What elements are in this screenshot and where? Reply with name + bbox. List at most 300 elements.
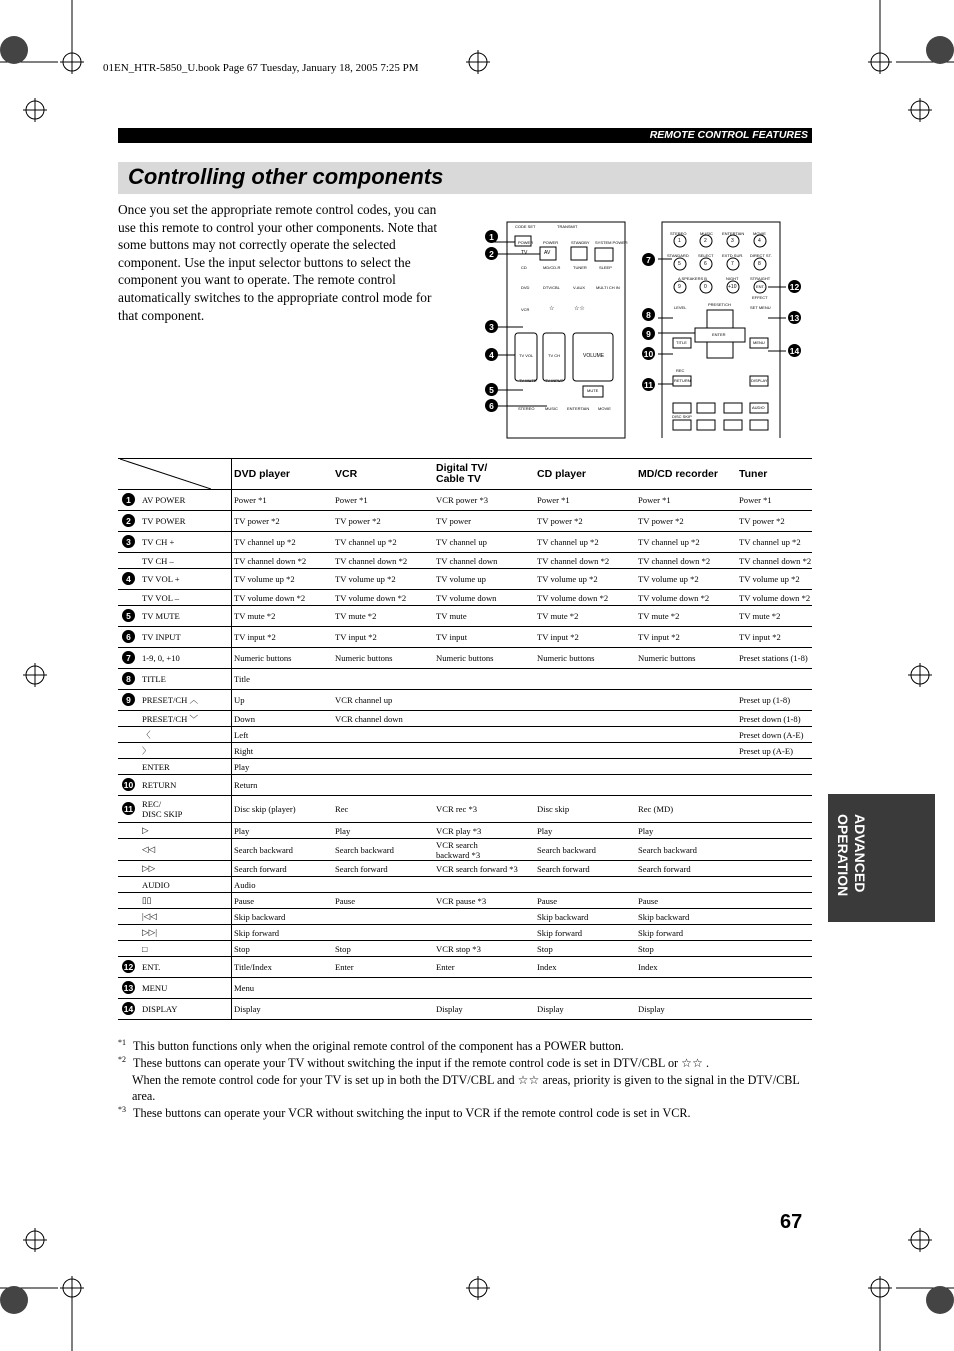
table-cell: Rec bbox=[333, 796, 434, 823]
table-row bbox=[118, 861, 812, 877]
table-cell: TV input *2 bbox=[535, 627, 636, 648]
table-cell bbox=[737, 796, 812, 823]
row-button-cell bbox=[118, 553, 232, 569]
table-row bbox=[118, 711, 812, 727]
table-row bbox=[118, 569, 812, 590]
label-movie-l: MOVIE bbox=[598, 406, 611, 411]
row-button-cell bbox=[118, 957, 232, 978]
table-cell bbox=[636, 877, 737, 893]
table-cell bbox=[434, 775, 535, 796]
rlabel-n2: 2 bbox=[704, 238, 707, 244]
footnote-3-text: These buttons can operate your VCR without switching the input to VCR if the remote control code is set in VCR. bbox=[133, 1106, 691, 1121]
label-av: AV bbox=[544, 250, 551, 256]
callout-11: 11 bbox=[644, 379, 653, 390]
table-cell: TV channel up *2 bbox=[636, 532, 737, 553]
rlabel-ent: ENT. bbox=[756, 284, 765, 289]
table-cell bbox=[737, 925, 812, 941]
table-row bbox=[118, 877, 812, 893]
table-cell: Play bbox=[232, 823, 334, 839]
table-row bbox=[118, 511, 812, 532]
table-row bbox=[118, 925, 812, 941]
label-dvd: DVD bbox=[521, 285, 530, 290]
table-cell bbox=[333, 999, 434, 1020]
table-cell: Power *1 bbox=[333, 490, 434, 511]
table-cell: Stop bbox=[232, 941, 334, 957]
table-cell bbox=[737, 978, 812, 999]
table-cell: TV mute *2 bbox=[737, 606, 812, 627]
row-button-label: ▷▷| bbox=[142, 927, 157, 937]
rlabel-n0: 0 bbox=[704, 284, 707, 290]
table-cell: TV volume up *2 bbox=[333, 569, 434, 590]
row-button-label: RETURN bbox=[142, 780, 177, 790]
table-cell: TV channel down *2 bbox=[333, 553, 434, 569]
row-button-cell bbox=[118, 925, 232, 941]
table-cell bbox=[636, 775, 737, 796]
table-cell: Preset stations (1-8) bbox=[737, 648, 812, 669]
table-cell: Display bbox=[636, 999, 737, 1020]
row-button-label: 〈 bbox=[142, 729, 151, 740]
rlabel-music: MUSIC bbox=[700, 231, 713, 236]
footnote-2-text-b: When the remote control code for your TV is set up in both the DTV/CBL and ☆☆ areas, priority is given to the signal in the DTV/CBL area. bbox=[132, 1072, 800, 1104]
table-cell bbox=[434, 759, 535, 775]
row-button-label: ENT. bbox=[142, 962, 161, 972]
table-cell bbox=[333, 877, 434, 893]
label-power-2: POWER bbox=[543, 240, 559, 245]
row-button-label: 〉 bbox=[142, 745, 151, 756]
row-button-label: ▷▷ bbox=[142, 863, 156, 873]
table-cell: Skip backward bbox=[535, 909, 636, 925]
table-cell: TV mute *2 bbox=[535, 606, 636, 627]
rlabel-stereo: STEREO bbox=[670, 231, 687, 236]
table-header-row bbox=[118, 459, 812, 490]
callout-12: 12 bbox=[789, 281, 800, 292]
table-cell: Search forward bbox=[535, 861, 636, 877]
table-cell bbox=[535, 775, 636, 796]
table-cell: Skip forward bbox=[636, 925, 737, 941]
table-cell: Right bbox=[232, 743, 334, 759]
rlabel-n4: 4 bbox=[758, 238, 761, 244]
table-body bbox=[118, 490, 812, 1020]
callout-6: 6 bbox=[485, 399, 498, 412]
table-cell: Search backward bbox=[232, 839, 334, 861]
table-cell: TV channel down *2 bbox=[737, 553, 812, 569]
table-cell: TV channel down *2 bbox=[636, 553, 737, 569]
table-cell: TV power *2 bbox=[737, 511, 812, 532]
table-cell bbox=[333, 909, 434, 925]
table-cell bbox=[737, 823, 812, 839]
row-button-label: DISPLAY bbox=[142, 1004, 178, 1014]
row-number-badge: 7 bbox=[122, 651, 135, 664]
rlabel-preset: PRESET/CH bbox=[708, 302, 731, 307]
table-cell: Search backward bbox=[636, 839, 737, 861]
side-tab bbox=[828, 794, 935, 922]
table-cell: Skip backward bbox=[232, 909, 334, 925]
row-button-label: PRESET/CH ︿ bbox=[142, 695, 199, 705]
header-diagonal bbox=[118, 459, 232, 490]
row-button-cell bbox=[118, 490, 232, 511]
table-row bbox=[118, 606, 812, 627]
table-row bbox=[118, 957, 812, 978]
row-number-badge: 5 bbox=[122, 609, 135, 622]
rlabel-discskip: DISC SKIP bbox=[672, 414, 692, 419]
rlabel-level: LEVEL bbox=[674, 305, 687, 310]
table-cell: Display bbox=[232, 999, 334, 1020]
table-cell: Numeric buttons bbox=[535, 648, 636, 669]
row-button-cell bbox=[118, 861, 232, 877]
table-cell bbox=[535, 669, 636, 690]
table-cell: Power *1 bbox=[737, 490, 812, 511]
rlabel-entertain: ENTERTAIN bbox=[722, 231, 745, 236]
table-cell: TV volume down *2 bbox=[636, 590, 737, 606]
footnote-3 bbox=[118, 1102, 812, 1122]
table-cell: TV input bbox=[434, 627, 535, 648]
table-cell: Title/Index bbox=[232, 957, 334, 978]
table-cell: Play bbox=[636, 823, 737, 839]
table-row bbox=[118, 648, 812, 669]
rlabel-select: SELECT bbox=[698, 253, 714, 258]
table-cell: TV channel up *2 bbox=[333, 532, 434, 553]
section-label: REMOTE CONTROL FEATURES bbox=[649, 129, 808, 141]
footnote-2-text-a: These buttons can operate your TV without switching the input if the remote control code is set in DTV/CBL or ☆☆ . bbox=[133, 1056, 710, 1071]
table-cell: TV input *2 bbox=[737, 627, 812, 648]
table-row bbox=[118, 727, 812, 743]
label-star2: ☆☆ bbox=[574, 306, 585, 312]
callout-5: 5 bbox=[485, 383, 498, 396]
row-button-cell bbox=[118, 606, 232, 627]
page-number: 67 bbox=[780, 1211, 803, 1233]
table-cell: TV channel up *2 bbox=[535, 532, 636, 553]
table-cell: Play bbox=[535, 823, 636, 839]
table-cell: TV volume up *2 bbox=[535, 569, 636, 590]
table-cell bbox=[737, 877, 812, 893]
function-table bbox=[118, 458, 812, 1020]
table-cell bbox=[333, 759, 434, 775]
table-cell bbox=[535, 978, 636, 999]
label-tv: TV bbox=[521, 250, 528, 256]
rlabel-direct: DIRECT ST. bbox=[750, 253, 772, 258]
footnote-3-mark: *3 bbox=[118, 1105, 126, 1114]
table-cell bbox=[636, 669, 737, 690]
row-number-badge: 2 bbox=[122, 514, 135, 527]
row-button-cell bbox=[118, 823, 232, 839]
table-cell: Preset up (1-8) bbox=[737, 690, 812, 711]
table-cell: TV volume up *2 bbox=[737, 569, 812, 590]
table-cell bbox=[535, 711, 636, 727]
table-cell: TV channel up *2 bbox=[232, 532, 334, 553]
table-cell: Up bbox=[232, 690, 334, 711]
rlabel-n10: +10 bbox=[728, 284, 737, 290]
table-cell: TV channel down *2 bbox=[232, 553, 334, 569]
table-cell: Title bbox=[232, 669, 334, 690]
label-volume: VOLUME bbox=[583, 353, 605, 359]
table-cell: Play bbox=[333, 823, 434, 839]
row-button-cell bbox=[118, 999, 232, 1020]
row-button-cell bbox=[118, 978, 232, 999]
table-cell: Stop bbox=[333, 941, 434, 957]
table-cell: TV power bbox=[434, 511, 535, 532]
table-cell bbox=[434, 743, 535, 759]
table-cell: Return bbox=[232, 775, 334, 796]
row-button-cell bbox=[118, 759, 232, 775]
label-tv-input: TV INPUT bbox=[545, 378, 564, 383]
row-button-label: MENU bbox=[142, 983, 168, 993]
rlabel-n7: 7 bbox=[731, 261, 734, 267]
table-row bbox=[118, 893, 812, 909]
callout-2: 2 bbox=[485, 247, 498, 260]
table-cell: Search forward bbox=[232, 861, 334, 877]
label-system-power: SYSTEM POWER bbox=[595, 240, 628, 245]
table-cell: TV mute *2 bbox=[232, 606, 334, 627]
table-cell: Display bbox=[434, 999, 535, 1020]
callout-10: 10 bbox=[643, 348, 654, 359]
table-cell bbox=[535, 877, 636, 893]
row-button-label: AV POWER bbox=[142, 495, 186, 505]
table-cell: TV mute bbox=[434, 606, 535, 627]
table-cell: TV volume down *2 bbox=[333, 590, 434, 606]
table-cell: TV channel up bbox=[434, 532, 535, 553]
row-button-label: TV CH + bbox=[142, 537, 175, 547]
row-button-cell bbox=[118, 511, 232, 532]
table-cell: TV volume down *2 bbox=[737, 590, 812, 606]
table-cell bbox=[737, 861, 812, 877]
rlabel-night: NIGHT bbox=[726, 276, 739, 281]
table-cell: Pause bbox=[636, 893, 737, 909]
rlabel-n1: 1 bbox=[678, 238, 681, 244]
rlabel-speakers: A SPEAKERS B bbox=[678, 276, 707, 281]
row-button-cell bbox=[118, 532, 232, 553]
footnote-1-mark: *1 bbox=[118, 1038, 126, 1047]
row-button-cell bbox=[118, 941, 232, 957]
table-cell: TV channel down *2 bbox=[535, 553, 636, 569]
table-cell: Numeric buttons bbox=[232, 648, 334, 669]
rlabel-effect: EFFECT bbox=[752, 295, 768, 300]
rlabel-n3: 3 bbox=[731, 238, 734, 244]
callout-7: 7 bbox=[642, 253, 655, 266]
table-cell: Search forward bbox=[636, 861, 737, 877]
table-cell: Pause bbox=[232, 893, 334, 909]
table-cell: Power *1 bbox=[232, 490, 334, 511]
row-button-label: REC/ DISC SKIP bbox=[142, 799, 183, 819]
table-cell: VCR channel down bbox=[333, 711, 434, 727]
table-cell bbox=[737, 957, 812, 978]
table-cell bbox=[434, 669, 535, 690]
label-stereo-l: STEREO bbox=[518, 406, 535, 411]
table-cell: Disc skip bbox=[535, 796, 636, 823]
remote-outline-left bbox=[485, 220, 635, 440]
row-button-label: TV POWER bbox=[142, 516, 186, 526]
table-cell bbox=[535, 727, 636, 743]
table-row bbox=[118, 590, 812, 606]
label-entertain-l: ENTERTAIN bbox=[567, 406, 590, 411]
row-button-label: 1-9, 0, +10 bbox=[142, 653, 180, 663]
row-button-cell bbox=[118, 877, 232, 893]
label-sleep: SLEEP bbox=[599, 265, 612, 270]
rlabel-menu: MENU bbox=[753, 340, 765, 345]
row-button-cell bbox=[118, 743, 232, 759]
rlabel-audio: AUDIO bbox=[752, 405, 765, 410]
label-vaux: V-AUX bbox=[573, 285, 586, 290]
table-cell: TV channel down bbox=[434, 553, 535, 569]
table-row bbox=[118, 669, 812, 690]
label-tv-mute: TV MUTE bbox=[519, 378, 537, 383]
table-row bbox=[118, 553, 812, 569]
row-button-label: TV INPUT bbox=[142, 632, 181, 642]
row-button-label: ◁◁ bbox=[142, 844, 156, 854]
rlabel-n8: 8 bbox=[758, 261, 761, 267]
table-row bbox=[118, 532, 812, 553]
table-cell: Down bbox=[232, 711, 334, 727]
label-multi: MULTI CH IN bbox=[596, 285, 620, 290]
rlabel-return: RETURN bbox=[674, 378, 691, 383]
table-cell: Enter bbox=[333, 957, 434, 978]
callout-4: 4 bbox=[485, 348, 498, 361]
rlabel-movie: MOVIE bbox=[753, 231, 766, 236]
table-cell: VCR rec *3 bbox=[434, 796, 535, 823]
table-cell bbox=[737, 839, 812, 861]
table-cell bbox=[636, 978, 737, 999]
label-mdcdr: MD/CD-R bbox=[543, 265, 561, 270]
table-row bbox=[118, 909, 812, 925]
table-cell bbox=[737, 893, 812, 909]
row-number-badge: 12 bbox=[123, 961, 134, 972]
row-button-label: PRESET/CH ﹀ bbox=[142, 713, 199, 724]
label-power-1: POWER bbox=[518, 240, 534, 245]
table-cell: Rec (MD) bbox=[636, 796, 737, 823]
table-row bbox=[118, 775, 812, 796]
label-tv-vol: TV VOL bbox=[519, 353, 534, 358]
table-row bbox=[118, 690, 812, 711]
row-button-cell bbox=[118, 727, 232, 743]
table-cell: Stop bbox=[535, 941, 636, 957]
diagonal-line bbox=[120, 459, 211, 489]
footnote-2-mark: *2 bbox=[118, 1055, 126, 1064]
row-button-label: TV CH – bbox=[142, 555, 174, 566]
table-cell: Power *1 bbox=[636, 490, 737, 511]
table-cell: Menu bbox=[232, 978, 334, 999]
page-title: Controlling other components bbox=[128, 164, 444, 189]
table-cell bbox=[535, 690, 636, 711]
footnote-1-text: This button functions only when the original remote control of the component has a POWER button. bbox=[133, 1039, 624, 1054]
table-cell: VCR channel up bbox=[333, 690, 434, 711]
callout-14: 14 bbox=[789, 345, 800, 356]
footnote-2 bbox=[118, 1052, 812, 1105]
table-row bbox=[118, 978, 812, 999]
table-cell bbox=[434, 877, 535, 893]
label-star: ☆ bbox=[549, 306, 555, 312]
table-cell bbox=[333, 978, 434, 999]
rlabel-straight: STRAIGHT bbox=[750, 276, 771, 281]
table-cell bbox=[434, 690, 535, 711]
table-cell: TV volume down bbox=[434, 590, 535, 606]
row-button-label: ▷ bbox=[142, 825, 149, 835]
label-cd: CD bbox=[521, 265, 527, 270]
table-row bbox=[118, 941, 812, 957]
rlabel-display: DISPLAY bbox=[751, 378, 768, 383]
table-cell: Search forward bbox=[333, 861, 434, 877]
table-cell: TV input *2 bbox=[333, 627, 434, 648]
table-cell: TV channel up *2 bbox=[737, 532, 812, 553]
table-row bbox=[118, 839, 812, 861]
table-row bbox=[118, 759, 812, 775]
table-cell: Stop bbox=[636, 941, 737, 957]
row-button-cell bbox=[118, 569, 232, 590]
table-cell: Numeric buttons bbox=[636, 648, 737, 669]
table-row bbox=[118, 999, 812, 1020]
row-number-badge: 9 bbox=[122, 693, 135, 706]
table-cell bbox=[535, 759, 636, 775]
callout-3: 3 bbox=[485, 320, 498, 333]
table-row bbox=[118, 796, 812, 823]
table-cell bbox=[434, 978, 535, 999]
table-cell: TV mute *2 bbox=[333, 606, 434, 627]
rlabel-setmenu: SET MENU bbox=[750, 305, 771, 310]
row-number-badge: 1 bbox=[122, 493, 135, 506]
row-button-cell bbox=[118, 590, 232, 606]
table-cell: TV volume down *2 bbox=[535, 590, 636, 606]
row-button-cell bbox=[118, 775, 232, 796]
intro-paragraph: Once you set the appropriate remote control codes, you can use this remote to control your other components. Note that some buttons may not correctly operate the selected component. Use the input selector buttons to select the component you want to operate. The remote control automatically switches to the appropriate control mode for that component. bbox=[118, 202, 438, 323]
table-cell: TV volume up bbox=[434, 569, 535, 590]
header-tuner: Tuner bbox=[737, 459, 812, 490]
row-number-badge: 13 bbox=[123, 982, 134, 993]
table-cell: VCR power *3 bbox=[434, 490, 535, 511]
label-tuner: TUNER bbox=[573, 265, 587, 270]
rlabel-extd: EXTD SUR. bbox=[722, 253, 744, 258]
label-mute: MUTE bbox=[587, 388, 599, 393]
row-button-label: AUDIO bbox=[142, 879, 170, 890]
table-cell: Enter bbox=[434, 957, 535, 978]
table-cell bbox=[636, 743, 737, 759]
table-cell bbox=[333, 669, 434, 690]
table-cell bbox=[333, 743, 434, 759]
table-cell: Numeric buttons bbox=[333, 648, 434, 669]
row-button-label: TV VOL + bbox=[142, 574, 180, 584]
section-bar bbox=[118, 128, 812, 143]
label-transmit: TRANSMIT bbox=[557, 224, 578, 229]
table-cell: Preset down (1-8) bbox=[737, 711, 812, 727]
callout-13: 13 bbox=[789, 312, 800, 323]
header-dvd: DVD player bbox=[232, 459, 334, 490]
table-cell bbox=[737, 909, 812, 925]
table-cell: Skip forward bbox=[232, 925, 334, 941]
table-cell bbox=[636, 727, 737, 743]
table-cell: TV mute *2 bbox=[636, 606, 737, 627]
row-number-badge: 4 bbox=[122, 572, 135, 585]
row-button-cell bbox=[118, 648, 232, 669]
row-button-label: |◁◁ bbox=[142, 911, 157, 921]
table-cell: TV power *2 bbox=[232, 511, 334, 532]
header-vcr: VCR bbox=[333, 459, 434, 490]
table-cell: TV power *2 bbox=[333, 511, 434, 532]
table-cell: VCR play *3 bbox=[434, 823, 535, 839]
table-cell: Left bbox=[232, 727, 334, 743]
row-button-label: TV MUTE bbox=[142, 611, 180, 621]
table-cell: Preset up (A-E) bbox=[737, 743, 812, 759]
row-number-badge: 11 bbox=[124, 803, 133, 814]
table-cell bbox=[737, 759, 812, 775]
row-button-label: ▯▯ bbox=[142, 895, 152, 905]
header-dtv: Digital TV/ Cable TV bbox=[434, 459, 535, 490]
table-cell: Numeric buttons bbox=[434, 648, 535, 669]
table-cell: Disc skip (player) bbox=[232, 796, 334, 823]
table-row bbox=[118, 490, 812, 511]
table-cell: Pause bbox=[333, 893, 434, 909]
row-button-label: ENTER bbox=[142, 761, 170, 772]
row-number-badge: 8 bbox=[122, 672, 135, 685]
row-button-cell bbox=[118, 669, 232, 690]
table-cell bbox=[434, 909, 535, 925]
table-cell: TV volume up *2 bbox=[636, 569, 737, 590]
